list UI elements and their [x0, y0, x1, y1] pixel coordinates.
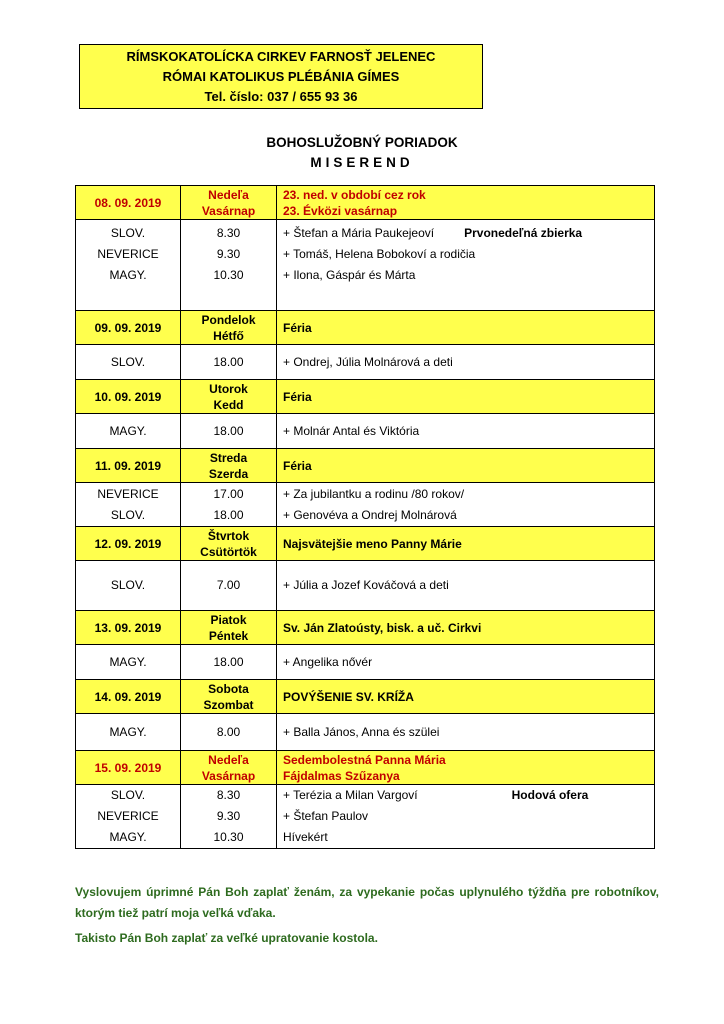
mass-languages [76, 785, 181, 849]
mass-intention-line [283, 652, 654, 673]
mass-language: MAGY. [109, 423, 147, 438]
mass-languages [76, 220, 181, 311]
mass-language: SLOV. [110, 507, 146, 522]
feast-line: Sv. Ján Zlatoústy, bisk. a uč. Cirkvi [283, 620, 482, 635]
mass-languages [76, 561, 181, 611]
collection-note: Prvonedeľná zbierka [464, 226, 583, 240]
feast-line: 23. ned. v období cez rok [283, 187, 426, 202]
parish-header [79, 44, 483, 109]
day-name-sk: Nedeľa [208, 187, 249, 202]
mass-languages [76, 645, 181, 680]
mass-intention-line [283, 827, 654, 848]
mass-row [76, 561, 655, 611]
day-name [181, 186, 277, 220]
day-date: 13. 09. 2019 [76, 611, 181, 645]
mass-intention-line [283, 223, 654, 244]
mass-intentions [277, 561, 655, 611]
mass-intention: + Tomáš, Helena Bobokoví a rodičia [283, 247, 476, 261]
mass-time: 10.30 [213, 830, 244, 844]
day-name-hu: Csütörtök [200, 544, 257, 559]
mass-intentions [277, 345, 655, 380]
mass-language: MAGY. [109, 724, 147, 739]
day-feast [277, 380, 655, 414]
page-title [0, 133, 724, 173]
day-row [76, 527, 655, 561]
day-name [181, 527, 277, 561]
mass-language: SLOV. [110, 226, 146, 240]
mass-time: 18.00 [213, 423, 244, 438]
mass-intention: + Za jubilantku a rodinu /80 rokov/ [283, 486, 465, 501]
schedule-table [75, 185, 655, 849]
mass-intention: + Molnár Antal és Viktória [283, 423, 420, 438]
mass-intention: + Ondrej, Júlia Molnárová a deti [283, 354, 453, 369]
mass-intention: + Júlia a Jozef Kováčová a deti [283, 578, 449, 592]
title-main: BOHOSLUŽOBNÝ PORIADOK [266, 135, 458, 150]
day-date: 14. 09. 2019 [76, 680, 181, 714]
mass-intention: Hívekért [283, 830, 328, 844]
feast-line: Sedembolestná Panna Mária [283, 752, 446, 767]
day-date: 15. 09. 2019 [76, 751, 181, 785]
mass-language: NEVERICE [97, 809, 159, 823]
mass-times [181, 414, 277, 449]
mass-row [76, 220, 655, 311]
mass-intentions [277, 645, 655, 680]
mass-times [181, 561, 277, 611]
mass-language: NEVERICE [97, 486, 159, 501]
feast-line: Najsvätejšie meno Panny Márie [283, 536, 462, 551]
day-row [76, 311, 655, 345]
title-sub: MISEREND [310, 155, 414, 170]
day-name [181, 380, 277, 414]
mass-times [181, 220, 277, 311]
mass-intentions [277, 220, 655, 311]
day-feast [277, 680, 655, 714]
mass-intention: + Balla János, Anna és szülei [283, 724, 440, 739]
day-date: 09. 09. 2019 [76, 311, 181, 345]
mass-languages [76, 345, 181, 380]
mass-intentions [277, 483, 655, 527]
mass-language: MAGY. [109, 830, 147, 844]
mass-time: 18.00 [213, 507, 244, 522]
feast-line: POVÝŠENIE SV. KRÍŽA [283, 689, 414, 704]
day-name-sk: Streda [209, 450, 248, 465]
day-feast [277, 751, 655, 785]
mass-row [76, 414, 655, 449]
day-name-hu: Kedd [213, 397, 244, 412]
parish-name-hu: RÓMAI KATOLIKUS PLÉBÁNIA GÍMES [162, 69, 400, 84]
mass-languages [76, 414, 181, 449]
day-feast [277, 527, 655, 561]
mass-time: 8.30 [216, 788, 241, 802]
day-feast [277, 311, 655, 345]
mass-times [181, 714, 277, 751]
mass-language: SLOV. [110, 354, 146, 369]
collection-note: Hodová ofera [511, 788, 589, 802]
day-feast [277, 186, 655, 220]
day-name-sk: Sobota [208, 681, 249, 696]
mass-language: MAGY. [109, 654, 147, 669]
mass-languages [76, 714, 181, 751]
feast-line: Féria [283, 458, 312, 473]
footer-thanks: Vyslovujem úprimné Pán Boh zaplať ženám, za vypekanie počas uplynulého týždňa pre robotníkov, ktorým tiež patrí moja veľká vďaka. [75, 885, 659, 920]
mass-intention-line [283, 722, 654, 743]
mass-intention: + Angelika nővér [283, 654, 373, 669]
mass-intention-line [283, 244, 654, 265]
day-feast [277, 611, 655, 645]
mass-languages [76, 483, 181, 527]
mass-intention-line [283, 352, 654, 373]
day-name-hu: Hétfő [213, 328, 244, 343]
day-row [76, 611, 655, 645]
mass-times [181, 645, 277, 680]
feast-line: 23. Évközi vasárnap [283, 203, 398, 218]
mass-time: 9.30 [216, 247, 241, 261]
day-name [181, 311, 277, 345]
mass-time: 9.30 [216, 809, 241, 823]
mass-row [76, 345, 655, 380]
day-date: 12. 09. 2019 [76, 527, 181, 561]
day-name-sk: Pondelok [201, 312, 256, 327]
parish-phone: Tel. číslo: 037 / 655 93 36 [204, 89, 358, 104]
mass-intention: + Štefan Paulov [283, 809, 369, 823]
day-row [76, 751, 655, 785]
mass-times [181, 785, 277, 849]
mass-time: 8.30 [216, 226, 241, 240]
day-name [181, 680, 277, 714]
mass-times [181, 483, 277, 527]
day-date: 08. 09. 2019 [76, 186, 181, 220]
mass-intentions [277, 414, 655, 449]
feast-line: Féria [283, 389, 312, 404]
day-feast [277, 449, 655, 483]
mass-intention-line [283, 505, 654, 526]
mass-intention-line [283, 421, 654, 442]
day-date: 11. 09. 2019 [76, 449, 181, 483]
day-name-hu: Péntek [208, 628, 249, 643]
day-name-hu: Szerda [208, 466, 249, 481]
mass-row [76, 714, 655, 751]
mass-intention: + Ilona, Gáspár és Márta [283, 268, 416, 282]
day-row [76, 449, 655, 483]
parish-name-sk: RÍMSKOKATOLÍCKA CIRKEV FARNOSŤ JELENEC [126, 49, 436, 64]
mass-time: 7.00 [216, 578, 241, 592]
mass-time: 17.00 [213, 486, 244, 501]
day-name-sk: Piatok [210, 612, 247, 627]
day-name-hu: Szombat [203, 697, 254, 712]
day-row [76, 380, 655, 414]
mass-intention-line [283, 265, 654, 286]
mass-intention: + Genovéva a Ondrej Molnárová [283, 507, 457, 522]
mass-language: SLOV. [110, 788, 146, 802]
day-name [181, 751, 277, 785]
mass-time: 18.00 [213, 654, 244, 669]
day-name-hu: Vasárnap [201, 203, 256, 218]
mass-intentions [277, 785, 655, 849]
footer-cleaning: Takisto Pán Boh zaplať za veľké upratovanie kostola. [75, 931, 378, 945]
mass-time: 18.00 [213, 354, 244, 369]
day-name-sk: Štvrtok [207, 528, 250, 543]
day-date: 10. 09. 2019 [76, 380, 181, 414]
mass-intention-line [283, 575, 654, 596]
day-name [181, 611, 277, 645]
day-row [76, 186, 655, 220]
mass-language: SLOV. [110, 578, 146, 592]
mass-language: NEVERICE [97, 247, 159, 261]
day-name [181, 449, 277, 483]
mass-intention: + Štefan a Mária Paukejeoví [283, 226, 435, 240]
feast-line: Fájdalmas Szűzanya [283, 768, 400, 783]
mass-time: 8.00 [216, 724, 241, 739]
mass-intentions [277, 714, 655, 751]
mass-intention-line [283, 484, 654, 505]
mass-intention-line [283, 806, 654, 827]
mass-row [76, 785, 655, 849]
mass-intention-line [283, 785, 654, 806]
mass-intention: + Terézia a Milan Vargoví [283, 788, 418, 802]
mass-language: MAGY. [109, 268, 147, 282]
day-row [76, 680, 655, 714]
mass-time: 10.30 [213, 268, 244, 282]
feast-line: Féria [283, 320, 312, 335]
mass-times [181, 345, 277, 380]
day-name-hu: Vasárnap [201, 768, 256, 783]
day-name-sk: Nedeľa [208, 752, 249, 767]
mass-row [76, 483, 655, 527]
mass-row [76, 645, 655, 680]
day-name-sk: Utorok [209, 381, 248, 396]
